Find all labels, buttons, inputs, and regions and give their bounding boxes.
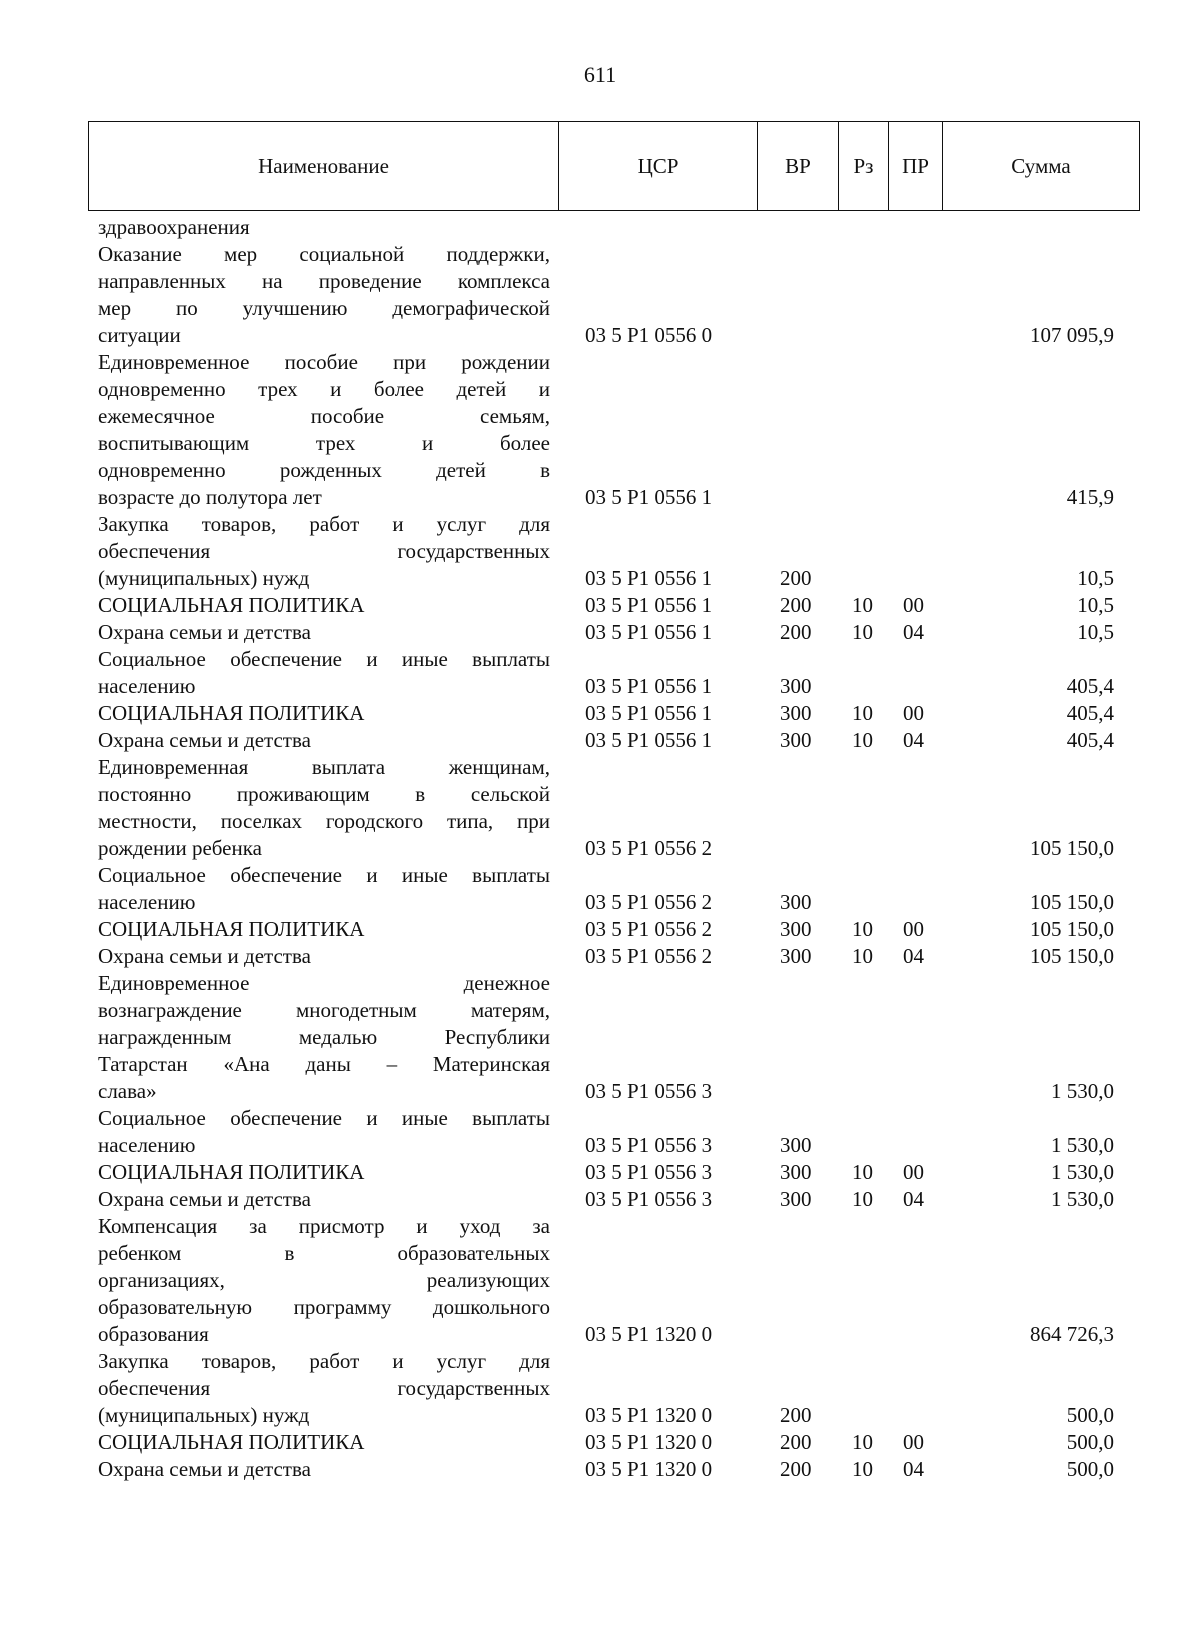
table-row [0, 970, 1200, 1105]
row-rz: 10 [852, 1430, 873, 1454]
row-name-line: ежемесячное пособие семьям, [98, 404, 550, 428]
row-name-line: Социальное обеспечение и иные выплаты [98, 1106, 550, 1130]
row-csr: 03 5 Р1 1320 0 [585, 1430, 713, 1454]
page-number: 611 [583, 62, 617, 87]
row-pr: 04 [903, 728, 924, 752]
row-pr: 00 [903, 1430, 924, 1454]
row-csr: 03 5 Р1 1320 0 [585, 1457, 713, 1481]
table-row [0, 619, 1200, 646]
row-name [98, 592, 550, 619]
table-row [0, 754, 1200, 862]
row-name-line: ситуации [98, 323, 181, 347]
row-name-line: образовательную программу дошкольного [98, 1295, 550, 1319]
row-name-line: постоянно проживающим в сельской [98, 782, 550, 806]
row-name-line: вознаграждение многодетным матерям, [98, 998, 550, 1022]
row-csr: 03 5 Р1 0556 3 [585, 1160, 713, 1184]
row-name-line: одновременно рожденных детей в [98, 458, 550, 482]
row-vr: 200 [780, 1403, 812, 1427]
row-name-line: Закупка товаров, работ и услуг для [98, 1349, 550, 1373]
row-vr: 300 [780, 1133, 812, 1157]
table-row [0, 727, 1200, 754]
row-name [98, 241, 550, 349]
row-pr: 04 [903, 1187, 924, 1211]
row-rz: 10 [852, 1187, 873, 1211]
row-name-line: Оказание мер социальной поддержки, [98, 242, 550, 266]
table-row [0, 916, 1200, 943]
row-name-line: направленных на проведение комплекса [98, 269, 550, 293]
header-sum: Сумма [943, 122, 1140, 211]
row-name [98, 1159, 550, 1186]
row-name-line: воспитывающим трех и более [98, 431, 550, 455]
row-name-line: Компенсация за присмотр и уход за [98, 1214, 550, 1238]
row-csr: 03 5 Р1 0556 1 [585, 485, 713, 509]
row-name-line: СОЦИАЛЬНАЯ ПОЛИТИКА [98, 917, 365, 941]
row-vr: 300 [780, 917, 812, 941]
row-name [98, 1429, 550, 1456]
row-name-line: Охрана семьи и детства [98, 944, 311, 968]
row-sum: 10,5 [1077, 620, 1114, 644]
row-name-line: Социальное обеспечение и иные выплаты [98, 647, 550, 671]
table-body [0, 214, 1200, 1483]
row-name-line: местности, поселках городского типа, при [98, 809, 550, 833]
row-sum: 415,9 [1066, 485, 1114, 509]
row-vr: 200 [780, 620, 812, 644]
row-sum: 500,0 [1066, 1430, 1114, 1454]
row-sum: 1 530,0 [1051, 1160, 1114, 1184]
row-csr: 03 5 Р1 0556 2 [585, 890, 713, 914]
row-pr: 04 [903, 944, 924, 968]
row-csr: 03 5 Р1 0556 1 [585, 593, 713, 617]
row-name-line: рождении ребенка [98, 836, 262, 860]
table-row [0, 1456, 1200, 1483]
row-name [98, 1186, 550, 1213]
row-name [98, 646, 550, 700]
row-name-line: СОЦИАЛЬНАЯ ПОЛИТИКА [98, 701, 365, 725]
row-csr: 03 5 Р1 0556 1 [585, 620, 713, 644]
row-name-line: населению [98, 1133, 196, 1157]
table-row [0, 1186, 1200, 1213]
table-row [0, 241, 1200, 349]
row-vr: 300 [780, 701, 812, 725]
row-pr: 00 [903, 593, 924, 617]
row-name-line: СОЦИАЛЬНАЯ ПОЛИТИКА [98, 1430, 365, 1454]
row-name [98, 619, 550, 646]
row-sum: 105 150,0 [1030, 944, 1114, 968]
row-name-line: (муниципальных) нужд [98, 566, 310, 590]
header-name: Наименование [89, 122, 559, 211]
row-sum: 405,4 [1066, 701, 1114, 725]
row-name-line: населению [98, 890, 196, 914]
row-vr: 200 [780, 1457, 812, 1481]
row-name-line: Закупка товаров, работ и услуг для [98, 512, 550, 536]
row-name-line: Единовременное денежное [98, 971, 550, 995]
row-name [98, 1105, 550, 1159]
row-name-line: организациях, реализующих [98, 1268, 550, 1292]
row-name-line: населению [98, 674, 196, 698]
row-vr: 300 [780, 944, 812, 968]
row-pr: 00 [903, 917, 924, 941]
row-sum: 405,4 [1066, 674, 1114, 698]
row-vr: 300 [780, 1187, 812, 1211]
row-name-line: Единовременное пособие при рождении [98, 350, 550, 374]
row-sum: 105 150,0 [1030, 836, 1114, 860]
row-vr: 300 [780, 890, 812, 914]
row-sum: 1 530,0 [1051, 1133, 1114, 1157]
row-csr: 03 5 Р1 0556 2 [585, 836, 713, 860]
row-pr: 04 [903, 620, 924, 644]
table-row [0, 943, 1200, 970]
header-csr: ЦСР [559, 122, 758, 211]
table-row [0, 1213, 1200, 1348]
row-sum: 10,5 [1077, 566, 1114, 590]
table-row [0, 1105, 1200, 1159]
row-name [98, 943, 550, 970]
row-name-line: возрасте до полутора лет [98, 485, 322, 509]
row-name [98, 1348, 550, 1429]
row-sum: 105 150,0 [1030, 917, 1114, 941]
row-pr: 00 [903, 1160, 924, 1184]
row-rz: 10 [852, 593, 873, 617]
row-name-line: образования [98, 1322, 209, 1346]
row-sum: 10,5 [1077, 593, 1114, 617]
row-name [98, 970, 550, 1105]
row-name-line: Единовременная выплата женщинам, [98, 755, 550, 779]
table-row [0, 1348, 1200, 1429]
row-vr: 200 [780, 566, 812, 590]
row-name [98, 727, 550, 754]
table-row [0, 349, 1200, 511]
table-row [0, 1159, 1200, 1186]
row-rz: 10 [852, 917, 873, 941]
row-csr: 03 5 Р1 0556 2 [585, 917, 713, 941]
row-csr: 03 5 Р1 1320 0 [585, 1322, 713, 1346]
row-sum: 500,0 [1066, 1403, 1114, 1427]
row-name [98, 1456, 550, 1483]
row-csr: 03 5 Р1 0556 2 [585, 944, 713, 968]
row-csr: 03 5 Р1 0556 3 [585, 1187, 713, 1211]
row-sum: 105 150,0 [1030, 890, 1114, 914]
table-row [0, 1429, 1200, 1456]
row-name [98, 349, 550, 511]
row-name-line: Татарстан «Ана даны – Материнская [98, 1052, 550, 1076]
table-row [0, 214, 1200, 241]
row-csr: 03 5 Р1 0556 3 [585, 1079, 713, 1103]
table-row [0, 646, 1200, 700]
row-name [98, 754, 550, 862]
row-name [98, 862, 550, 916]
row-name [98, 511, 550, 592]
row-sum: 500,0 [1066, 1457, 1114, 1481]
row-vr: 200 [780, 1430, 812, 1454]
row-csr: 03 5 Р1 0556 1 [585, 566, 713, 590]
row-name-line: Социальное обеспечение и иные выплаты [98, 863, 550, 887]
row-rz: 10 [852, 701, 873, 725]
row-name [98, 916, 550, 943]
row-sum: 405,4 [1066, 728, 1114, 752]
row-sum: 1 530,0 [1051, 1187, 1114, 1211]
row-name-line: СОЦИАЛЬНАЯ ПОЛИТИКА [98, 593, 365, 617]
row-name-line: Охрана семьи и детства [98, 728, 311, 752]
row-sum: 107 095,9 [1030, 323, 1114, 347]
row-csr: 03 5 Р1 0556 1 [585, 674, 713, 698]
row-name-line: слава» [98, 1079, 157, 1103]
row-name [98, 700, 550, 727]
row-pr: 04 [903, 1457, 924, 1481]
row-sum: 864 726,3 [1030, 1322, 1114, 1346]
row-pr: 00 [903, 701, 924, 725]
row-csr: 03 5 Р1 0556 1 [585, 701, 713, 725]
row-vr: 300 [780, 1160, 812, 1184]
row-csr: 03 5 Р1 0556 1 [585, 728, 713, 752]
row-sum: 1 530,0 [1051, 1079, 1114, 1103]
row-rz: 10 [852, 728, 873, 752]
row-name-line: (муниципальных) нужд [98, 1403, 310, 1427]
row-rz: 10 [852, 1457, 873, 1481]
row-name [98, 214, 550, 241]
row-name-line: Охрана семьи и детства [98, 1187, 311, 1211]
table-row [0, 592, 1200, 619]
row-name [98, 1213, 550, 1348]
row-name-line: одновременно трех и более детей и [98, 377, 550, 401]
table-row [0, 511, 1200, 592]
row-name-line: СОЦИАЛЬНАЯ ПОЛИТИКА [98, 1160, 365, 1184]
row-rz: 10 [852, 620, 873, 644]
row-csr: 03 5 Р1 1320 0 [585, 1403, 713, 1427]
row-rz: 10 [852, 944, 873, 968]
row-name-line: Охрана семьи и детства [98, 1457, 311, 1481]
table-row [0, 862, 1200, 916]
row-name-line: мер по улучшению демографической [98, 296, 550, 320]
row-name-line: здравоохранения [98, 215, 250, 239]
row-name-line: ребенком в образовательных [98, 1241, 550, 1265]
row-name-line: обеспечения государственных [98, 1376, 550, 1400]
row-name-line: Охрана семьи и детства [98, 620, 311, 644]
row-csr: 03 5 Р1 0556 3 [585, 1133, 713, 1157]
row-vr: 300 [780, 728, 812, 752]
row-name-line: награжденным медалью Республики [98, 1025, 550, 1049]
table-row [0, 700, 1200, 727]
header-rz: Рз [839, 122, 889, 211]
row-rz: 10 [852, 1160, 873, 1184]
row-vr: 200 [780, 593, 812, 617]
header-pr: ПР [889, 122, 943, 211]
row-csr: 03 5 Р1 0556 0 [585, 323, 713, 347]
row-name-line: обеспечения государственных [98, 539, 550, 563]
header-vr: ВР [758, 122, 839, 211]
row-vr: 300 [780, 674, 812, 698]
table-header [88, 121, 1140, 211]
